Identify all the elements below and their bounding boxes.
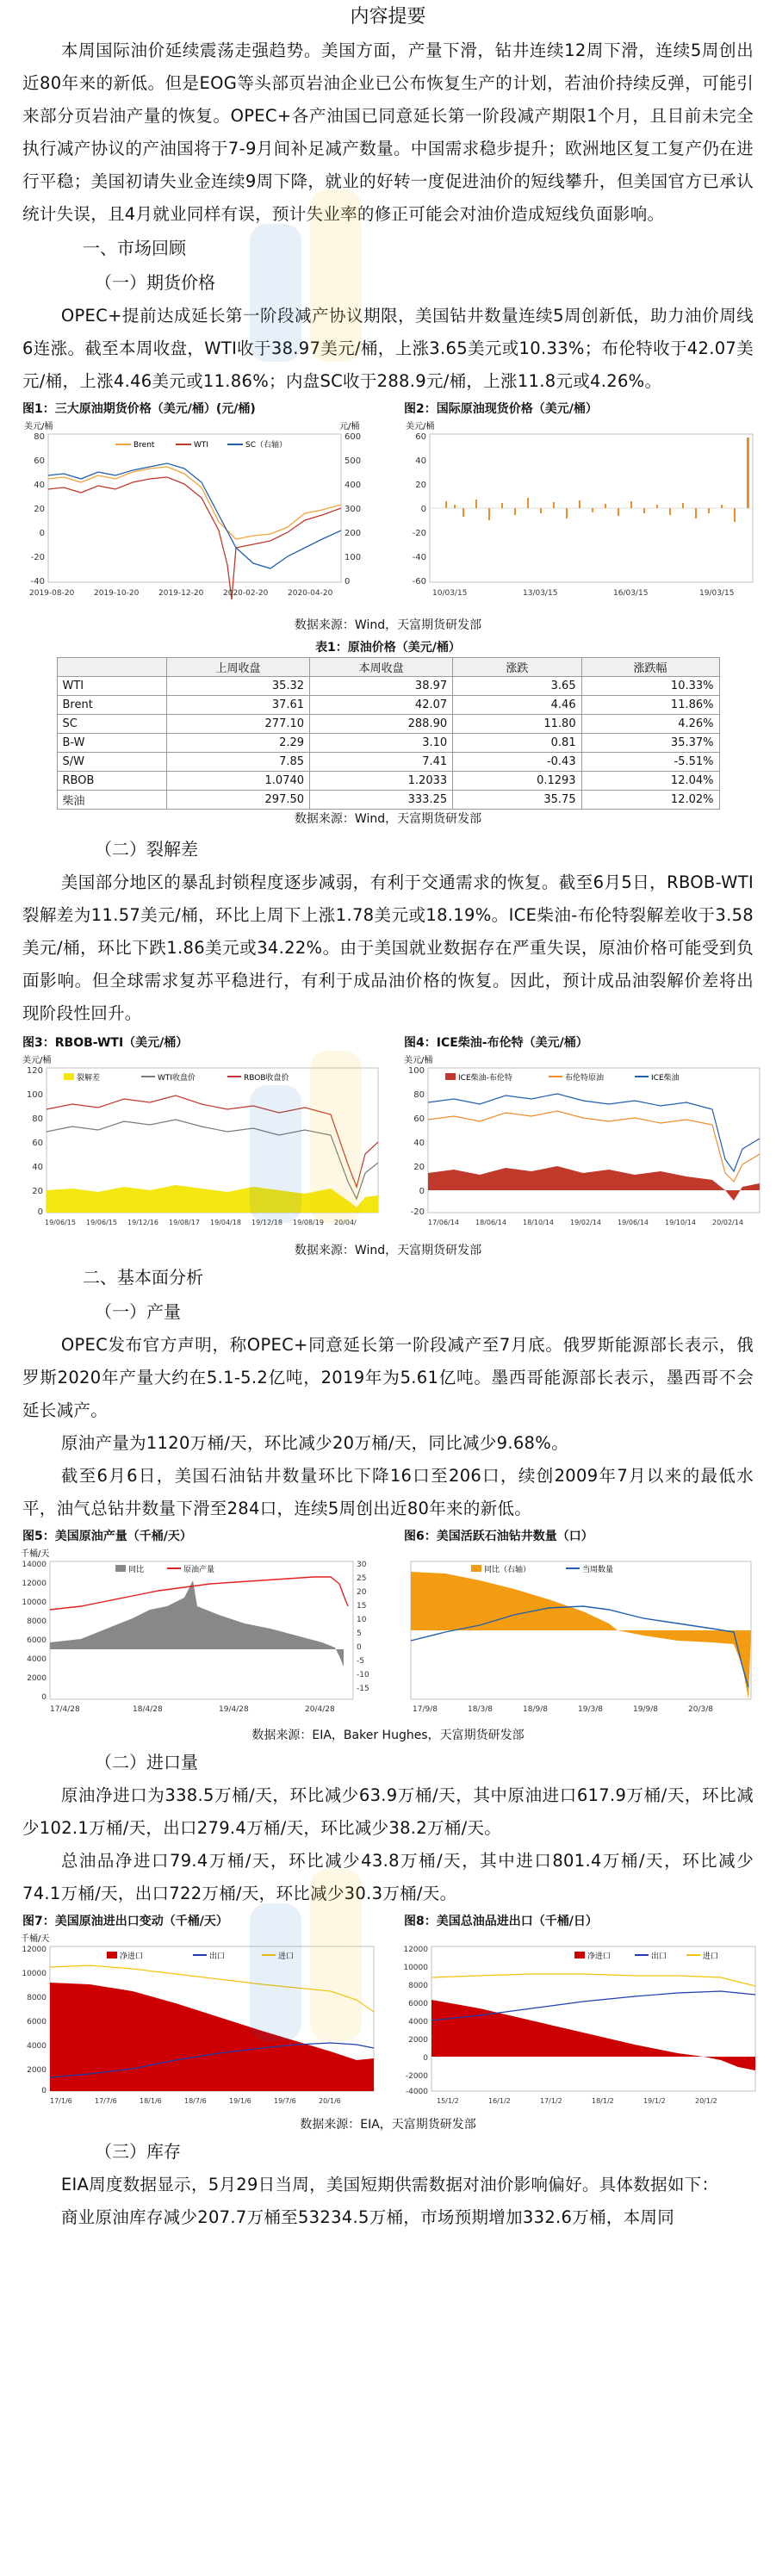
svg-text:200: 200 xyxy=(345,529,362,538)
fig3-legend xyxy=(64,1072,289,1083)
figure-6-title: 图6：美国活跃石油钻井数量（口） xyxy=(404,1530,593,1543)
svg-text:18/06/14: 18/06/14 xyxy=(475,1219,506,1226)
svg-text:8000: 8000 xyxy=(408,1982,428,1990)
fig5-ylabel: 千桶/天 xyxy=(21,1549,50,1559)
svg-text:25: 25 xyxy=(357,1574,367,1583)
inventory-paragraph-1: EIA周度数据显示，5月29日当周，美国短期供需数据对油价影响偏好。具体数据如下： xyxy=(60,2175,719,2194)
svg-text:8000: 8000 xyxy=(27,1994,47,2002)
svg-text:-20: -20 xyxy=(412,529,426,538)
svg-text:15/1/2: 15/1/2 xyxy=(437,2097,459,2105)
fig2-bars xyxy=(445,438,749,522)
fig6-legend xyxy=(471,1564,613,1574)
svg-text:布伦特原油: 布伦特原油 xyxy=(565,1074,605,1083)
fig5-legend xyxy=(115,1564,214,1574)
svg-text:原油产量: 原油产量 xyxy=(183,1566,215,1574)
fig6-xticks xyxy=(413,1705,713,1714)
figure-8 xyxy=(394,1912,764,2115)
figure-1-2-source: 数据来源：Wind，天富期货研发部 xyxy=(294,618,482,632)
svg-text:17/06/14: 17/06/14 xyxy=(428,1219,459,1226)
svg-text:20/02/14: 20/02/14 xyxy=(712,1219,743,1226)
svg-text:-15: -15 xyxy=(357,1685,369,1693)
svg-text:0: 0 xyxy=(41,2087,47,2095)
svg-text:40: 40 xyxy=(415,456,426,466)
fig1-wti-line xyxy=(48,477,341,599)
fig7-yticks xyxy=(22,1946,47,2095)
svg-text:15: 15 xyxy=(357,1602,367,1611)
fig7-ylabel: 千桶/天 xyxy=(21,1934,50,1944)
fig2-ylabel: 美元/桶 xyxy=(406,422,435,431)
svg-text:19/9/8: 19/9/8 xyxy=(633,1705,658,1714)
svg-text:8000: 8000 xyxy=(27,1617,47,1626)
figure-5-chart xyxy=(12,1546,382,1723)
figure-8-chart xyxy=(394,1931,764,2112)
fig6-yoy-area xyxy=(411,1572,751,1699)
svg-text:-2000: -2000 xyxy=(405,2072,428,2081)
svg-text:400: 400 xyxy=(345,481,362,490)
table-1-source: 数据来源：Wind，天富期货研发部 xyxy=(294,812,482,826)
fig3-xticks xyxy=(45,1219,357,1226)
svg-text:16/1/2: 16/1/2 xyxy=(488,2097,511,2105)
svg-text:-60: -60 xyxy=(412,577,426,587)
fig3-crack-area xyxy=(47,1185,378,1213)
section-heading-market-review: 一、市场回顾 xyxy=(83,238,186,258)
crude-price-table xyxy=(57,657,720,810)
fig4-yticks xyxy=(408,1066,425,1217)
svg-text:2019-12-20: 2019-12-20 xyxy=(158,589,204,598)
svg-text:0: 0 xyxy=(39,529,45,538)
svg-text:19/03/15: 19/03/15 xyxy=(699,589,735,598)
svg-text:同比（右轴）: 同比（右轴） xyxy=(484,1566,531,1574)
svg-text:18/1/6: 18/1/6 xyxy=(140,2097,162,2105)
figure-5 xyxy=(12,1527,382,1726)
svg-text:进口: 进口 xyxy=(703,1952,719,1961)
summary-paragraph: 本周国际油价延续震荡走强趋势。美国方面，产量下滑，钻井连续12周下滑，连续5周创出近80年来的新低。但是EOG等头部页岩油企业已公布恢复生产的计划，若油价持续反弹，可能引来部分页岩油产量的恢复。OPEC+各产油国已同意延长第一阶段减产期限1个月，且目前未完全执行减产协议的产油国将于7-9月间补足减产数量。中国需求稳步提升；欧洲地区复工复产仍在进行平稳；美国初请失业金连续9周下降，就业的好转一度促进油价的短线攀升，但美国官方已承认统计失误，且4月就业同样有误，预计失业率的修正可能会对油价造成短线负面影响。 xyxy=(22,40,754,224)
svg-text:18/7/6: 18/7/6 xyxy=(184,2097,207,2105)
svg-text:进口: 进口 xyxy=(278,1952,295,1961)
svg-text:19/7/6: 19/7/6 xyxy=(274,2097,296,2105)
svg-text:17/4/28: 17/4/28 xyxy=(50,1705,80,1714)
svg-text:-40: -40 xyxy=(30,577,45,587)
fig8-import-line xyxy=(431,1974,755,1986)
svg-text:19/10/14: 19/10/14 xyxy=(665,1219,696,1226)
figure-6 xyxy=(394,1527,764,1726)
production-paragraph-3: 截至6月6日，美国石油钻井数量环比下降16口至206口，续创2009年7月以来的最低水平，油气总钻井数量下滑至284口，连续5周创出近80年来的新低。 xyxy=(22,1466,754,1518)
inventory-paragraph-2: 商业原油库存减少207.7万桶至53234.5万桶，市场预期增加332.6万桶，本周同 xyxy=(60,2207,675,2227)
svg-text:18/10/14: 18/10/14 xyxy=(523,1219,554,1226)
table-row: 柴油 297.50 333.25 35.75 12.02% xyxy=(57,791,719,810)
svg-text:20: 20 xyxy=(32,1187,43,1196)
svg-text:30: 30 xyxy=(357,1561,367,1569)
table-row: SC 277.10 288.90 11.80 4.26% xyxy=(57,715,719,734)
fig1-sc-line xyxy=(48,463,341,568)
fig5-xticks xyxy=(50,1705,335,1714)
figure-5-6-source: 数据来源：EIA，Baker Hughes，天富期货研发部 xyxy=(251,1729,525,1742)
figure-3-chart xyxy=(12,1052,382,1238)
svg-text:19/1/6: 19/1/6 xyxy=(229,2097,251,2105)
fig5-yticks-left xyxy=(22,1561,47,1702)
svg-text:净进口: 净进口 xyxy=(120,1952,144,1961)
svg-text:20: 20 xyxy=(415,481,426,490)
svg-text:19/06/14: 19/06/14 xyxy=(618,1219,649,1226)
svg-text:500: 500 xyxy=(345,456,362,466)
svg-text:同比: 同比 xyxy=(128,1566,145,1574)
svg-text:出口: 出口 xyxy=(651,1952,667,1961)
fig8-legend xyxy=(574,1951,718,1961)
figure-3-4-source: 数据来源：Wind，天富期货研发部 xyxy=(294,1244,482,1257)
svg-text:12000: 12000 xyxy=(22,1946,47,1954)
svg-text:20: 20 xyxy=(413,1163,425,1172)
svg-text:60: 60 xyxy=(34,456,45,466)
figure-2-chart xyxy=(394,419,764,612)
svg-text:2000: 2000 xyxy=(27,2066,47,2075)
fig4-diesel-line xyxy=(428,1094,760,1171)
svg-text:600: 600 xyxy=(345,432,362,442)
svg-text:RBOB收盘价: RBOB收盘价 xyxy=(244,1074,289,1083)
svg-text:40: 40 xyxy=(32,1163,43,1172)
svg-text:300: 300 xyxy=(345,505,362,514)
svg-text:ICE柴油-布伦特: ICE柴油-布伦特 xyxy=(458,1074,512,1083)
imports-paragraph-2: 总油品净进口79.4万桶/天，环比减少43.8万桶/天，其中进口801.4万桶/天，环比减少74.1万桶/天，出口722万桶/天，环比减少30.3万桶/天。 xyxy=(22,1851,754,1903)
fig1-legend xyxy=(115,439,287,450)
svg-text:-10: -10 xyxy=(357,1671,369,1679)
svg-text:-20: -20 xyxy=(410,1207,425,1217)
fig1-yticks-right xyxy=(345,432,361,587)
table-1-title: 表1：原油价格（美元/桶） xyxy=(315,641,461,655)
table-row: S/W 7.85 7.41 -0.43 -5.51% xyxy=(57,753,719,772)
svg-text:10/03/15: 10/03/15 xyxy=(432,589,468,598)
table-row: Brent 37.61 42.07 4.46 11.86% xyxy=(57,696,719,715)
figure-7-chart xyxy=(12,1931,382,2112)
fig3-yticks xyxy=(27,1066,43,1217)
svg-text:-20: -20 xyxy=(30,553,45,562)
fig3-ylabel: 美元/桶 xyxy=(22,1056,52,1065)
figure-6-chart xyxy=(394,1546,764,1723)
svg-text:13/03/15: 13/03/15 xyxy=(523,589,558,598)
figure-8-title: 图8：美国总油品进出口（千桶/日） xyxy=(404,1915,598,1928)
svg-text:ICE柴油: ICE柴油 xyxy=(651,1074,680,1083)
fig4-ylabel: 美元/桶 xyxy=(404,1056,433,1065)
fig7-net-import-area xyxy=(50,1983,374,2091)
svg-text:20: 20 xyxy=(34,505,45,514)
fig4-crack-area xyxy=(428,1166,760,1201)
figure-row-5-6 xyxy=(0,1527,776,1726)
figure-7-title: 图7：美国原油进出口变动（千桶/天） xyxy=(22,1915,228,1928)
crack-spread-paragraph: 美国部分地区的暴乱封锁程度逐步减弱，有利于交通需求的恢复。截至6月5日，RBOB-WTI裂解差为11.57美元/桶，环比上周下上涨1.78美元或18.19%。ICE柴油-布伦特裂解差收于3.58美元/桶，环比下跌1.86美元或34.22%。由于美国就业数据存在严重失误，原油价格可能受到负面影响。但全球需求复苏平稳进行，有利于成品油价格的恢复。因此，预计成品油裂解价差将出现阶段性回升。 xyxy=(22,872,754,1023)
svg-text:0: 0 xyxy=(41,1693,47,1702)
svg-text:0: 0 xyxy=(345,577,351,587)
svg-text:18/9/8: 18/9/8 xyxy=(523,1705,548,1714)
svg-text:2019-10-20: 2019-10-20 xyxy=(94,589,140,598)
svg-text:20/4/28: 20/4/28 xyxy=(305,1705,335,1714)
figure-4-title: 图4：ICE柴油-布伦特（美元/桶） xyxy=(404,1036,588,1050)
subsection-heading-futures: （一）期货价格 xyxy=(95,272,215,293)
svg-text:20/1/6: 20/1/6 xyxy=(319,2097,341,2105)
figure-7 xyxy=(12,1912,382,2115)
fig3-rbob-line xyxy=(47,1096,378,1187)
subsection-heading-production: （一）产量 xyxy=(95,1301,181,1322)
svg-text:10000: 10000 xyxy=(22,1970,47,1978)
fig1-brent-line xyxy=(48,467,341,539)
fig8-xticks xyxy=(437,2097,717,2105)
figure-1-chart xyxy=(12,419,382,612)
fig5-yoy-bars xyxy=(50,1580,344,1667)
svg-text:19/08/17: 19/08/17 xyxy=(169,1219,200,1226)
svg-text:-40: -40 xyxy=(412,553,426,562)
production-paragraph-2: 原油产量为1120万桶/天，环比减少20万桶/天，同比减少9.68%。 xyxy=(60,1433,568,1453)
fig3-wti-line xyxy=(47,1120,378,1199)
fig7-legend xyxy=(107,1951,294,1961)
svg-text:100: 100 xyxy=(345,553,362,562)
svg-text:6000: 6000 xyxy=(27,1636,47,1645)
fig8-yticks xyxy=(403,1946,428,2096)
svg-text:0: 0 xyxy=(420,505,426,514)
svg-text:17/1/6: 17/1/6 xyxy=(50,2097,72,2105)
figure-1-title: 图1：三大原油期货价格（美元/桶）(元/桶) xyxy=(22,402,256,416)
svg-text:17/1/2: 17/1/2 xyxy=(540,2097,562,2105)
svg-text:4000: 4000 xyxy=(27,1655,47,1664)
imports-paragraph-1: 原油净进口为338.5万桶/天，环比减少63.9万桶/天，其中原油进口617.9万桶/天，环比减少102.1万桶/天，出口279.4万桶/天，环比减少38.2万桶/天。 xyxy=(22,1785,754,1838)
svg-text:19/12/18: 19/12/18 xyxy=(251,1219,282,1226)
svg-text:40: 40 xyxy=(34,481,45,490)
fig1-ylabel-right: 元/桶 xyxy=(339,422,360,431)
svg-text:60: 60 xyxy=(413,1114,425,1124)
svg-text:2000: 2000 xyxy=(408,2036,428,2045)
svg-text:16/03/15: 16/03/15 xyxy=(613,589,649,598)
svg-text:净进口: 净进口 xyxy=(587,1952,611,1961)
svg-text:20/3/8: 20/3/8 xyxy=(688,1705,713,1714)
subsection-heading-imports: （二）进口量 xyxy=(95,1752,198,1772)
fig2-xticks xyxy=(432,589,734,598)
svg-text:12000: 12000 xyxy=(22,1580,47,1588)
fig7-xticks xyxy=(50,2097,341,2105)
svg-text:19/4/28: 19/4/28 xyxy=(219,1705,249,1714)
svg-text:4000: 4000 xyxy=(408,2018,428,2027)
svg-text:100: 100 xyxy=(407,1066,425,1076)
figure-row-3-4 xyxy=(0,1034,776,1241)
svg-text:当周数量: 当周数量 xyxy=(582,1566,614,1574)
svg-text:WTI收盘价: WTI收盘价 xyxy=(158,1074,196,1083)
svg-text:120: 120 xyxy=(26,1066,43,1076)
svg-text:17/9/8: 17/9/8 xyxy=(413,1705,438,1714)
figure-4-chart xyxy=(394,1052,764,1238)
fig4-legend xyxy=(445,1072,680,1083)
svg-text:14000: 14000 xyxy=(22,1561,47,1569)
svg-text:0: 0 xyxy=(357,1643,362,1652)
svg-text:6000: 6000 xyxy=(27,2018,47,2027)
figure-7-8-source: 数据来源：EIA，天富期货研发部 xyxy=(300,2118,476,2132)
fig1-yticks-left xyxy=(31,432,45,587)
fig1-xticks xyxy=(29,589,333,598)
table-row: B-W 2.29 3.10 0.81 35.37% xyxy=(57,734,719,753)
svg-text:19/1/2: 19/1/2 xyxy=(643,2097,666,2105)
svg-text:10000: 10000 xyxy=(403,1964,428,1972)
svg-text:10: 10 xyxy=(357,1616,367,1624)
svg-text:0: 0 xyxy=(37,1207,43,1217)
figure-5-title: 图5：美国原油产量（千桶/天） xyxy=(22,1530,192,1543)
svg-text:4000: 4000 xyxy=(27,2042,47,2051)
svg-text:19/02/14: 19/02/14 xyxy=(570,1219,601,1226)
svg-text:18/4/28: 18/4/28 xyxy=(133,1705,163,1714)
figure-1 xyxy=(12,400,382,616)
svg-text:18/1/2: 18/1/2 xyxy=(592,2097,614,2105)
svg-text:12000: 12000 xyxy=(403,1946,428,1954)
figure-row-1-2 xyxy=(0,400,776,616)
svg-text:40: 40 xyxy=(413,1139,425,1148)
svg-text:裂解差: 裂解差 xyxy=(77,1074,101,1083)
svg-text:-5: -5 xyxy=(357,1657,364,1666)
svg-text:60: 60 xyxy=(32,1139,43,1148)
svg-text:100: 100 xyxy=(26,1090,43,1100)
svg-text:19/08/19: 19/08/19 xyxy=(293,1219,324,1226)
fig8-net-import-area xyxy=(431,2000,755,2070)
svg-text:2020-02-20: 2020-02-20 xyxy=(223,589,269,598)
figure-2-title: 图2：国际原油现货价格（美元/桶） xyxy=(404,402,598,416)
svg-text:18/3/8: 18/3/8 xyxy=(468,1705,493,1714)
fig4-brent-line xyxy=(428,1111,760,1182)
figure-3-title: 图3：RBOB-WTI（美元/桶） xyxy=(22,1036,189,1050)
svg-text:-4000: -4000 xyxy=(405,2088,428,2096)
svg-text:2000: 2000 xyxy=(27,1674,47,1683)
svg-text:20: 20 xyxy=(357,1588,367,1597)
svg-text:5: 5 xyxy=(357,1629,362,1638)
svg-text:WTI: WTI xyxy=(194,441,209,450)
svg-text:2019-08-20: 2019-08-20 xyxy=(29,589,75,598)
svg-text:60: 60 xyxy=(415,432,426,442)
figure-2 xyxy=(394,400,764,616)
svg-text:20/1/2: 20/1/2 xyxy=(695,2097,717,2105)
svg-text:19/06/15: 19/06/15 xyxy=(45,1219,76,1226)
svg-text:19/06/15: 19/06/15 xyxy=(86,1219,117,1226)
svg-text:10000: 10000 xyxy=(22,1598,47,1607)
svg-text:19/3/8: 19/3/8 xyxy=(578,1705,603,1714)
subsection-heading-crack-spread: （二）裂解差 xyxy=(95,839,198,860)
page-title: 内容提要 xyxy=(350,6,426,28)
svg-text:80: 80 xyxy=(413,1090,425,1100)
figure-4 xyxy=(394,1034,764,1241)
svg-text:6000: 6000 xyxy=(408,2000,428,2008)
subsection-heading-inventory: （三）库存 xyxy=(95,2141,181,2162)
fig2-yticks xyxy=(413,432,426,587)
svg-text:19/04/18: 19/04/18 xyxy=(210,1219,241,1226)
svg-text:19/12/16: 19/12/16 xyxy=(127,1219,158,1226)
futures-paragraph: OPEC+提前达成延长第一阶段减产协议期限，美国钻井数量连续5周创新低，助力油价周线6连涨。截至本周收盘，WTI收于38.97美元/桶，上涨3.65美元或10.33%；布伦特收于42.07美元/桶，上涨4.46美元或11.86%；内盘SC收于288.9元/桶，上涨11.8元或4.26%。 xyxy=(22,306,754,391)
production-paragraph-1: OPEC发布官方声明，称OPEC+同意延长第一阶段减产至7月底。俄罗斯能源部长表示，俄罗斯2020年产量大约在5.1-5.2亿吨，2019年为5.61亿吨。墨西哥能源部长表示，墨西哥不会延长减产。 xyxy=(22,1335,754,1420)
svg-text:20/04/: 20/04/ xyxy=(334,1219,357,1226)
svg-text:80: 80 xyxy=(34,432,45,442)
table-header-row: 上周收盘 本周收盘 涨跌 涨跌幅 xyxy=(57,658,719,677)
svg-text:2020-04-20: 2020-04-20 xyxy=(288,589,333,598)
svg-text:SC（右轴）: SC（右轴） xyxy=(245,441,287,450)
svg-text:80: 80 xyxy=(32,1114,43,1124)
fig5-production-line xyxy=(50,1577,348,1610)
table-row: WTI 35.32 38.97 3.65 10.33% xyxy=(57,677,719,696)
table-row: RBOB 1.0740 1.2033 0.1293 12.04% xyxy=(57,772,719,791)
section-heading-fundamentals: 二、基本面分析 xyxy=(83,1267,203,1288)
svg-text:17/7/6: 17/7/6 xyxy=(95,2097,117,2105)
svg-text:出口: 出口 xyxy=(209,1952,226,1961)
svg-text:0: 0 xyxy=(423,2054,428,2063)
figure-3 xyxy=(12,1034,382,1241)
figure-row-7-8 xyxy=(0,1912,776,2115)
svg-text:Brent: Brent xyxy=(133,441,155,450)
svg-text:0: 0 xyxy=(419,1187,425,1196)
fig4-xticks xyxy=(428,1219,743,1226)
fig5-yticks-right xyxy=(357,1561,369,1693)
fig1-ylabel-left: 美元/桶 xyxy=(24,422,53,431)
